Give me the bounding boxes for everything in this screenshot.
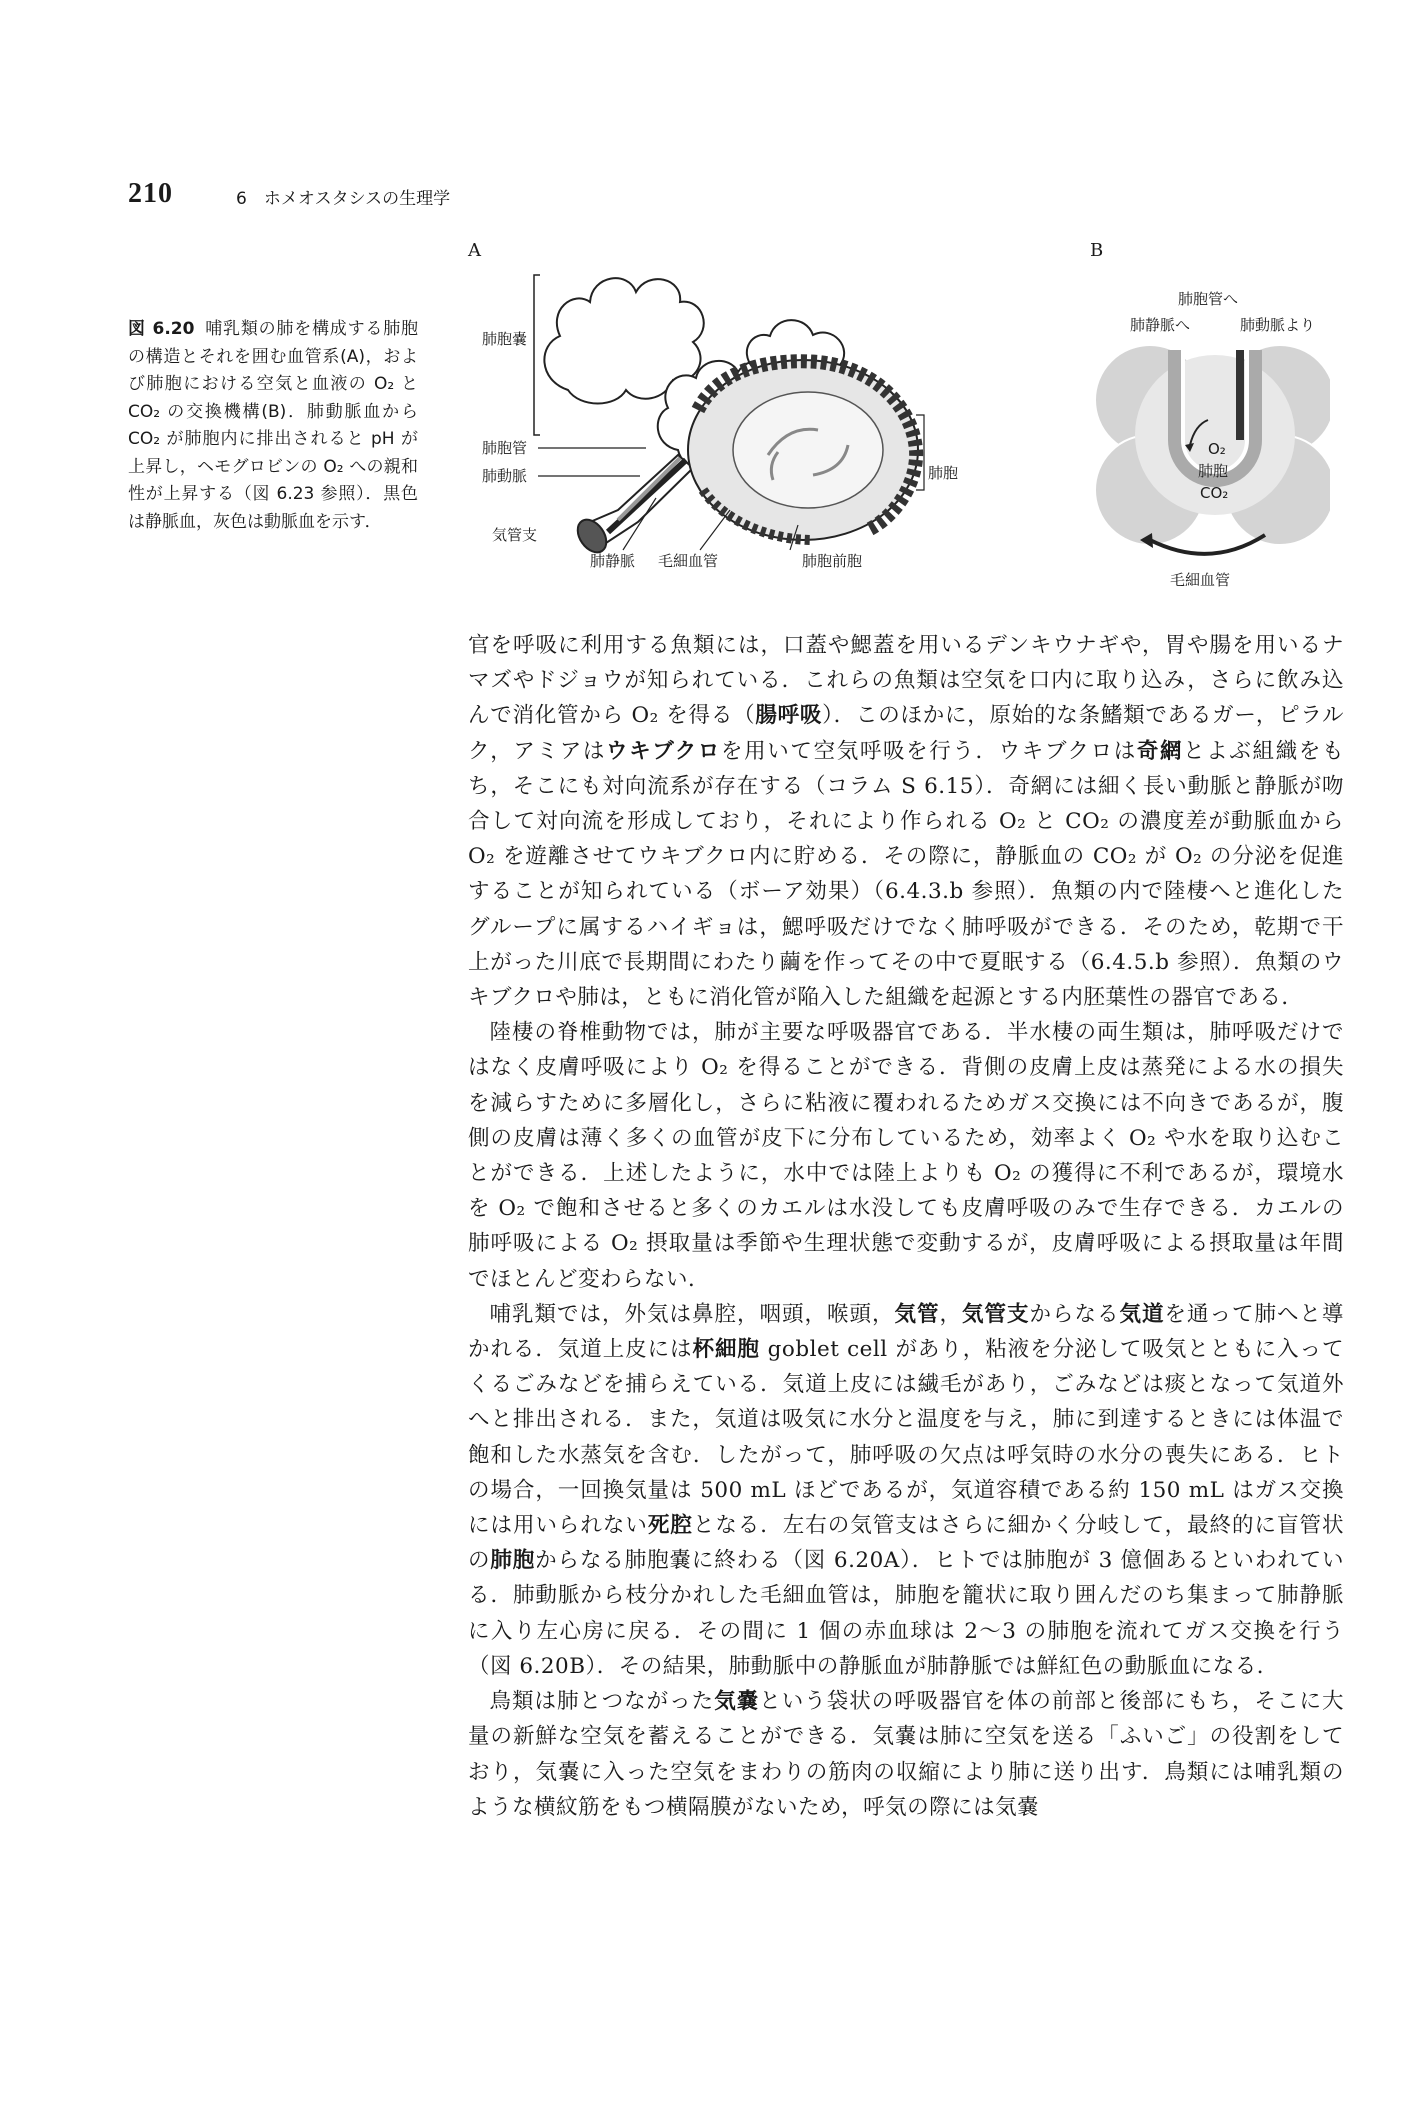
chapter-title: 6 ホメオスタシスの生理学: [236, 189, 451, 209]
panel-a-letter: A: [468, 240, 481, 261]
p3-text-7: からなる肺胞嚢に終わる（図 6.20A）．ヒトでは肺胞が 3 億個あるといわれている．肺動脈から枝分かれした毛細血管は，肺胞を籠状に取り囲んだのち集まって肺静脈に入り左心房に戻る．その間に 1 個の赤血球は 2〜3 の肺胞を流れてガス交換を行う（図 6.20B）．その結果，肺動脈中の静脈血が肺静脈では鮮紅色の動脈血になる．: [468, 1548, 1344, 1679]
label-alveolus: 肺胞: [928, 464, 959, 482]
p4-text-2: という袋状の呼吸器官を体の前部と後部にもち，そこに大量の新鮮な空気を蓄えることができる．気嚢は肺に空気を送る「ふいご」の役割をしており，気嚢に入った空気をまわりの筋肉の収縮により肺に送り出す．鳥類には哺乳類のような横紋筋をもつ横隔膜がないため，呼気の際には気嚢: [468, 1689, 1344, 1820]
term-airway: 気道: [1119, 1301, 1165, 1327]
term-bronchus: 気管支: [961, 1301, 1030, 1327]
p1-text-4: とよぶ組織をもち，そこにも対向流系が存在する（コラム S 6.15）．奇網には細く長い動脈と静脈が吻合して対向流を形成しており，それにより作られる O₂ と CO₂ の濃度差が動脈血から O₂ を遊離させてウキブクロ内に貯める．その際に，静脈血の CO₂ が O₂ の分泌を促進することが知られている（ボーア効果）（6.4.3.b 参照）．魚類の内で陸棲へと進化したグループに属するハイギョは，鰓呼吸だけでなく肺呼吸ができる．そのため，乾期で干上がった川底で長期間にわたり繭を作ってその中で夏眠する（6.4.5.b 参照）．魚類のウキブクロや肺は，ともに消化管が陥入した組織を起源とする内胚葉性の器官である．: [468, 738, 1344, 1011]
bronchus: [572, 455, 693, 558]
p3-text-1: 哺乳類では，外気は鼻腔，咽頭，喉頭，: [489, 1301, 895, 1327]
term-rete-mirabile: 奇網: [1136, 738, 1184, 764]
label-co2: CO₂: [1200, 484, 1229, 502]
label-alveolar-duct: 肺胞管: [482, 439, 528, 457]
label-o2: O₂: [1208, 440, 1226, 458]
term-intestinal-respiration: 腸呼吸: [755, 703, 823, 729]
gas-exchange-diagram: [1090, 240, 1330, 600]
figure-a: [468, 240, 968, 600]
term-goblet-cell: 杯細胞: [692, 1337, 760, 1363]
paragraph-2: 陸棲の脊椎動物では，肺が主要な呼吸器官である．半水棲の両生類は，肺呼吸だけではなく皮膚呼吸により O₂ を得ることができる．背側の皮膚上皮は蒸発による水の損失を減らすために多層化し，さらに粘液に覆われるためガス交換には不向きであるが，腹側の皮膚は薄く多くの血管が皮下に分布しているため，効率よく O₂ や水を取り込むことができる．上述したように，水中では陸上よりも O₂ の獲得に不利であるが，環境水を O₂ で飽和させると多くのカエルは水没しても皮膚呼吸のみで生存できる．カエルの肺呼吸による O₂ 摂取量は季節や生理状態で変動するが，皮膚呼吸による摂取量は年間でほとんど変わらない．: [468, 1020, 1344, 1292]
label-capillary-b: 毛細血管: [1170, 571, 1231, 589]
term-air-sac: 気嚢: [714, 1689, 760, 1715]
paragraph-4: [468, 1684, 1344, 1825]
term-swim-bladder: ウキブクロ: [605, 738, 722, 764]
term-dead-space: 死腔: [647, 1513, 693, 1539]
label-to-duct: 肺胞管へ: [1178, 290, 1239, 308]
term-alveolus: 肺胞: [490, 1548, 536, 1574]
p1-text-1: 官を呼吸に利用する魚類には，口蓋や鰓蓋を用いるデンキウナギや，胃や腸を用いるナマズやドジョウが知られている．これらの魚類は空気を口内に取り込み，さらに飲み込んで消化管から O₂ を得る（: [468, 633, 1344, 729]
label-bronchus: 気管支: [492, 526, 538, 544]
caption-text: 哺乳類の肺を構成する肺胞の構造とそれを囲む血管系(A)，および肺胞における空気と血液の O₂ と CO₂ の交換機構(B)．肺動脈血から CO₂ が肺胞内に排出されると pH が上昇し，ヘモグロビンの O₂ への親和性が上昇する（図 6.23 参照）．黒色は静脈血，灰色は動脈血を示す．: [128, 319, 418, 532]
label-to-vein: 肺静脈へ: [1130, 316, 1191, 334]
lung-diagram: [468, 240, 968, 600]
p3-text-4: を通って肺へと導かれる．気道上皮には: [468, 1301, 1344, 1363]
panel-b-letter: B: [1090, 240, 1104, 261]
p3-text-2: ，: [939, 1301, 962, 1327]
label-alveolus-b: 肺胞: [1198, 462, 1229, 480]
p4-text-1: 鳥類は肺とつながった: [489, 1689, 715, 1715]
sac-bracket: [534, 275, 540, 435]
p3-text-3: からなる: [1029, 1301, 1120, 1327]
p3-text-5: goblet cell があり，粘液を分泌して吸気とともに入ってくるごみなどを捕らえている．気道上皮には繊毛があり，ごみなどは痰となって気道外へと排出される．また，気道は吸気に水分と温度を与え，肺に到達するときには体温で飽和した水蒸気を含む．したがって，肺呼吸の欠点は呼気時の水分の喪失にある．ヒトの場合，一回換気量は 500 mL ほどであるが，気道容積である約 150 mL はガス交換には用いられない: [468, 1337, 1344, 1539]
p3-text-6: となる．左右の気管支はさらに細かく分岐して，最終的に盲管状の: [468, 1513, 1344, 1574]
body-text: [468, 628, 1344, 1825]
figure-label: 図 6.20: [128, 319, 195, 339]
figure-b: [1090, 240, 1330, 600]
paragraph-1: [468, 628, 1344, 1015]
label-pulmonary-artery: 肺動脈: [482, 467, 528, 485]
p1-text-3: を用いて空気呼吸を行う．ウキブクロは: [721, 738, 1137, 764]
page-number: 210: [128, 178, 173, 209]
figure-caption: [128, 316, 418, 536]
label-pulmonary-vein: 肺静脈: [590, 552, 636, 570]
label-from-artery: 肺動脈より: [1240, 316, 1316, 334]
label-alveolar-sac: 肺胞嚢: [482, 330, 528, 348]
label-atrium: 肺胞前胞: [802, 552, 863, 570]
paragraph-3: [468, 1297, 1344, 1684]
capillary-cluster: [688, 360, 918, 540]
label-capillary: 毛細血管: [658, 552, 719, 570]
p1-text-2: ）．このほかに，原始的な条鰭類であるガー，ピラルク，アミアは: [468, 703, 1344, 764]
term-trachea: 気管: [894, 1301, 940, 1327]
